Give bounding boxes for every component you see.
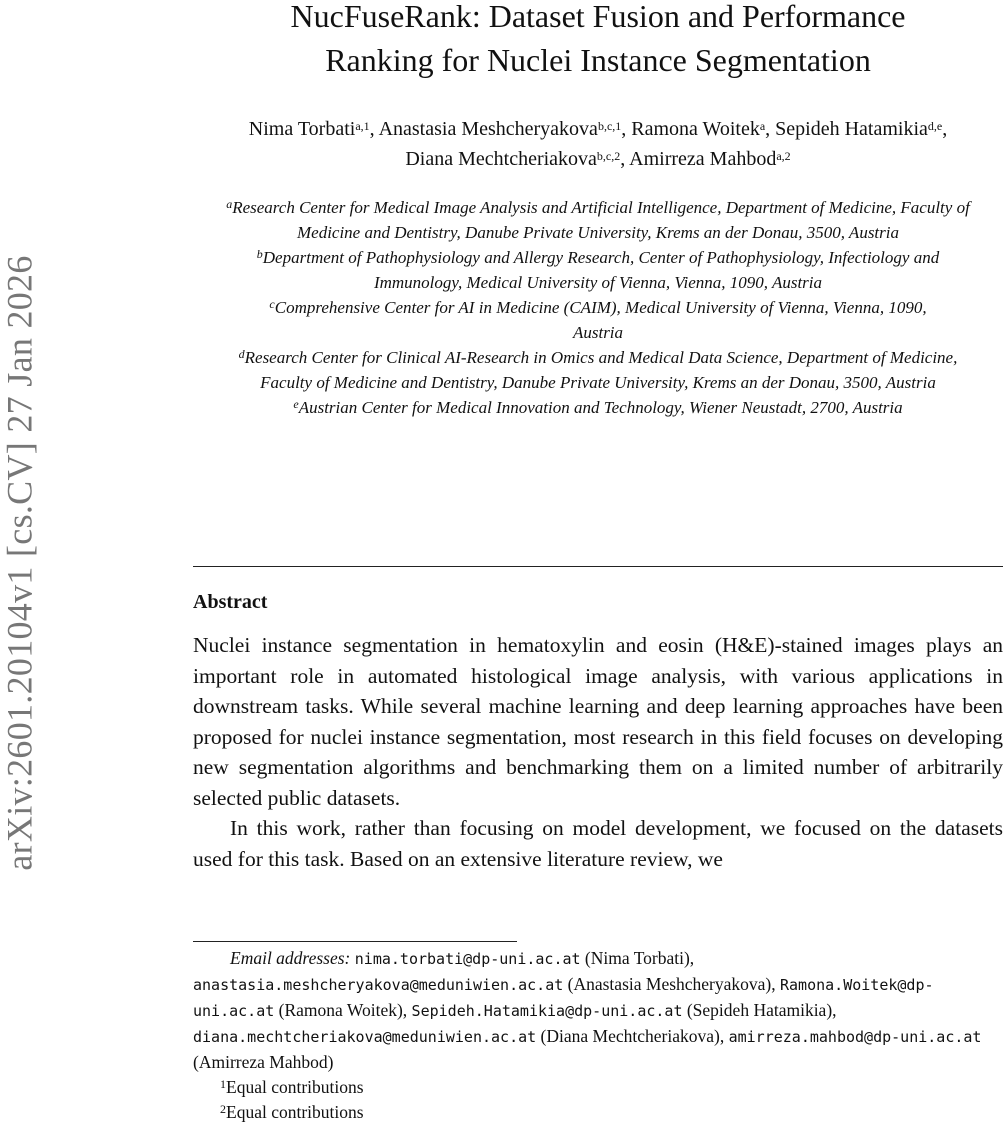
paper-title	[193, 0, 1003, 82]
footnote-divider	[193, 941, 517, 942]
author-4: Sepideh Hatamikia$^{d,e}$	[775, 118, 943, 140]
affiliation-d: $^d$Research Center for Clinical AI-Research in Omics and Medical Data Science, Department of Medicine, Faculty of Medicine and Dentistry, Danube Private University, Krems an der Donau, 3500, Austria	[238, 347, 958, 392]
abstract-paragraph-1: Nuclei instance segmentation in hematoxylin and eosin (H&E)-stained images plays an important role in automated histological image analysis, with various applications in downstream tasks. While several machine learning and deep learning approaches have been proposed for nuclei instance segmentation, most research in this field focuses on developing new segmentation algorithms and benchmarking them on a limited number of arbitrarily selected public datasets.	[193, 633, 1003, 810]
email-footnote	[193, 946, 1003, 1075]
arxiv-identifier-text: arXiv:2601.20104v1 [cs.CV] 27 Jan 2026	[0, 254, 40, 871]
email-owner-5: (Diana Mechtcheriakova),	[540, 1026, 725, 1046]
section-divider	[193, 566, 1003, 567]
author-list: Nima Torbati$^{a,1}$, Anastasia Meshcheryakova$^{b,c,1}$, Ramona Woitek$^a$, Sepideh Hatamikia$^{d,e}$, Diana Mechtcheriakova$^{b,c,2}$, Amirreza Mahbod$^{a,2}$	[248, 118, 948, 170]
email-address-5[interactable]: diana.mechtcheriakova@meduniwien.ac.at	[193, 1028, 537, 1046]
footnotes	[193, 946, 1003, 1125]
email-label: Email addresses:	[230, 948, 351, 968]
email-owner-3: (Ramona Woitek),	[278, 1000, 408, 1020]
email-address-3[interactable]: Ramona.Woitek@dp-uni.ac.at	[193, 976, 934, 1020]
author-2: Anastasia Meshcheryakova$^{b,c,1}$	[378, 118, 622, 140]
email-address-2[interactable]: anastasia.meshcheryakova@meduniwien.ac.at	[193, 976, 564, 994]
author-6: Amirreza Mahbod$^{a,2}$	[629, 148, 791, 170]
affiliation-a: $^a$Research Center for Medical Image Analysis and Artificial Intelligence, Department of Medicine, Faculty of Medicine and Dentistry, Danube Private University, Krems an der Donau, 3500, Austria	[226, 197, 970, 242]
email-address-1[interactable]: nima.torbati@dp-uni.ac.at	[354, 950, 581, 968]
title-line-1: NucFuseRank: Dataset Fusion and Performance	[290, 0, 906, 34]
title-line-2: Ranking for Nuclei Instance Segmentation	[325, 42, 871, 78]
arxiv-identifier-stamp	[0, 200, 40, 925]
email-owner-4: (Sepideh Hatamikia),	[686, 1000, 837, 1020]
author-5: Diana Mechtcheriakova$^{b,c,2}$	[405, 148, 621, 170]
author-1: Nima Torbati$^{a,1}$	[248, 118, 370, 140]
affiliation-c: $^c$Comprehensive Center for AI in Medicine (CAIM), Medical University of Vienna, Vienna, 1090, Austria	[269, 297, 927, 342]
affiliation-b: $^b$Department of Pathophysiology and Allergy Research, Center of Pathophysiology, Infectiology and Immunology, Medical University of Vienna, Vienna, 1090, Austria	[256, 247, 940, 292]
affiliation-e: $^e$Austrian Center for Medical Innovation and Technology, Wiener Neustadt, 2700, Austria	[293, 397, 903, 417]
abstract-body	[193, 630, 1003, 874]
author-3: Ramona Woitek$^a$	[631, 118, 766, 140]
footnote-1: $^1$Equal contributions	[220, 1077, 364, 1097]
email-address-4[interactable]: Sepideh.Hatamikia@dp-uni.ac.at	[411, 1002, 683, 1020]
email-owner-1: (Nima Torbati),	[584, 948, 695, 968]
email-owner-2: (Anastasia Meshcheryakova),	[567, 974, 776, 994]
email-owner-6: (Amirreza Mahbod)	[193, 1052, 334, 1072]
footnote-2: $^2$Equal contributions	[220, 1102, 364, 1122]
abstract-heading: Abstract	[193, 591, 268, 613]
abstract-paragraph-2: In this work, rather than focusing on model development, we focused on the datasets used for this task. Based on an extensive literature review, we	[193, 816, 1003, 871]
affiliation-list	[193, 195, 1003, 420]
email-address-6[interactable]: amirreza.mahbod@dp-uni.ac.at	[728, 1028, 982, 1046]
